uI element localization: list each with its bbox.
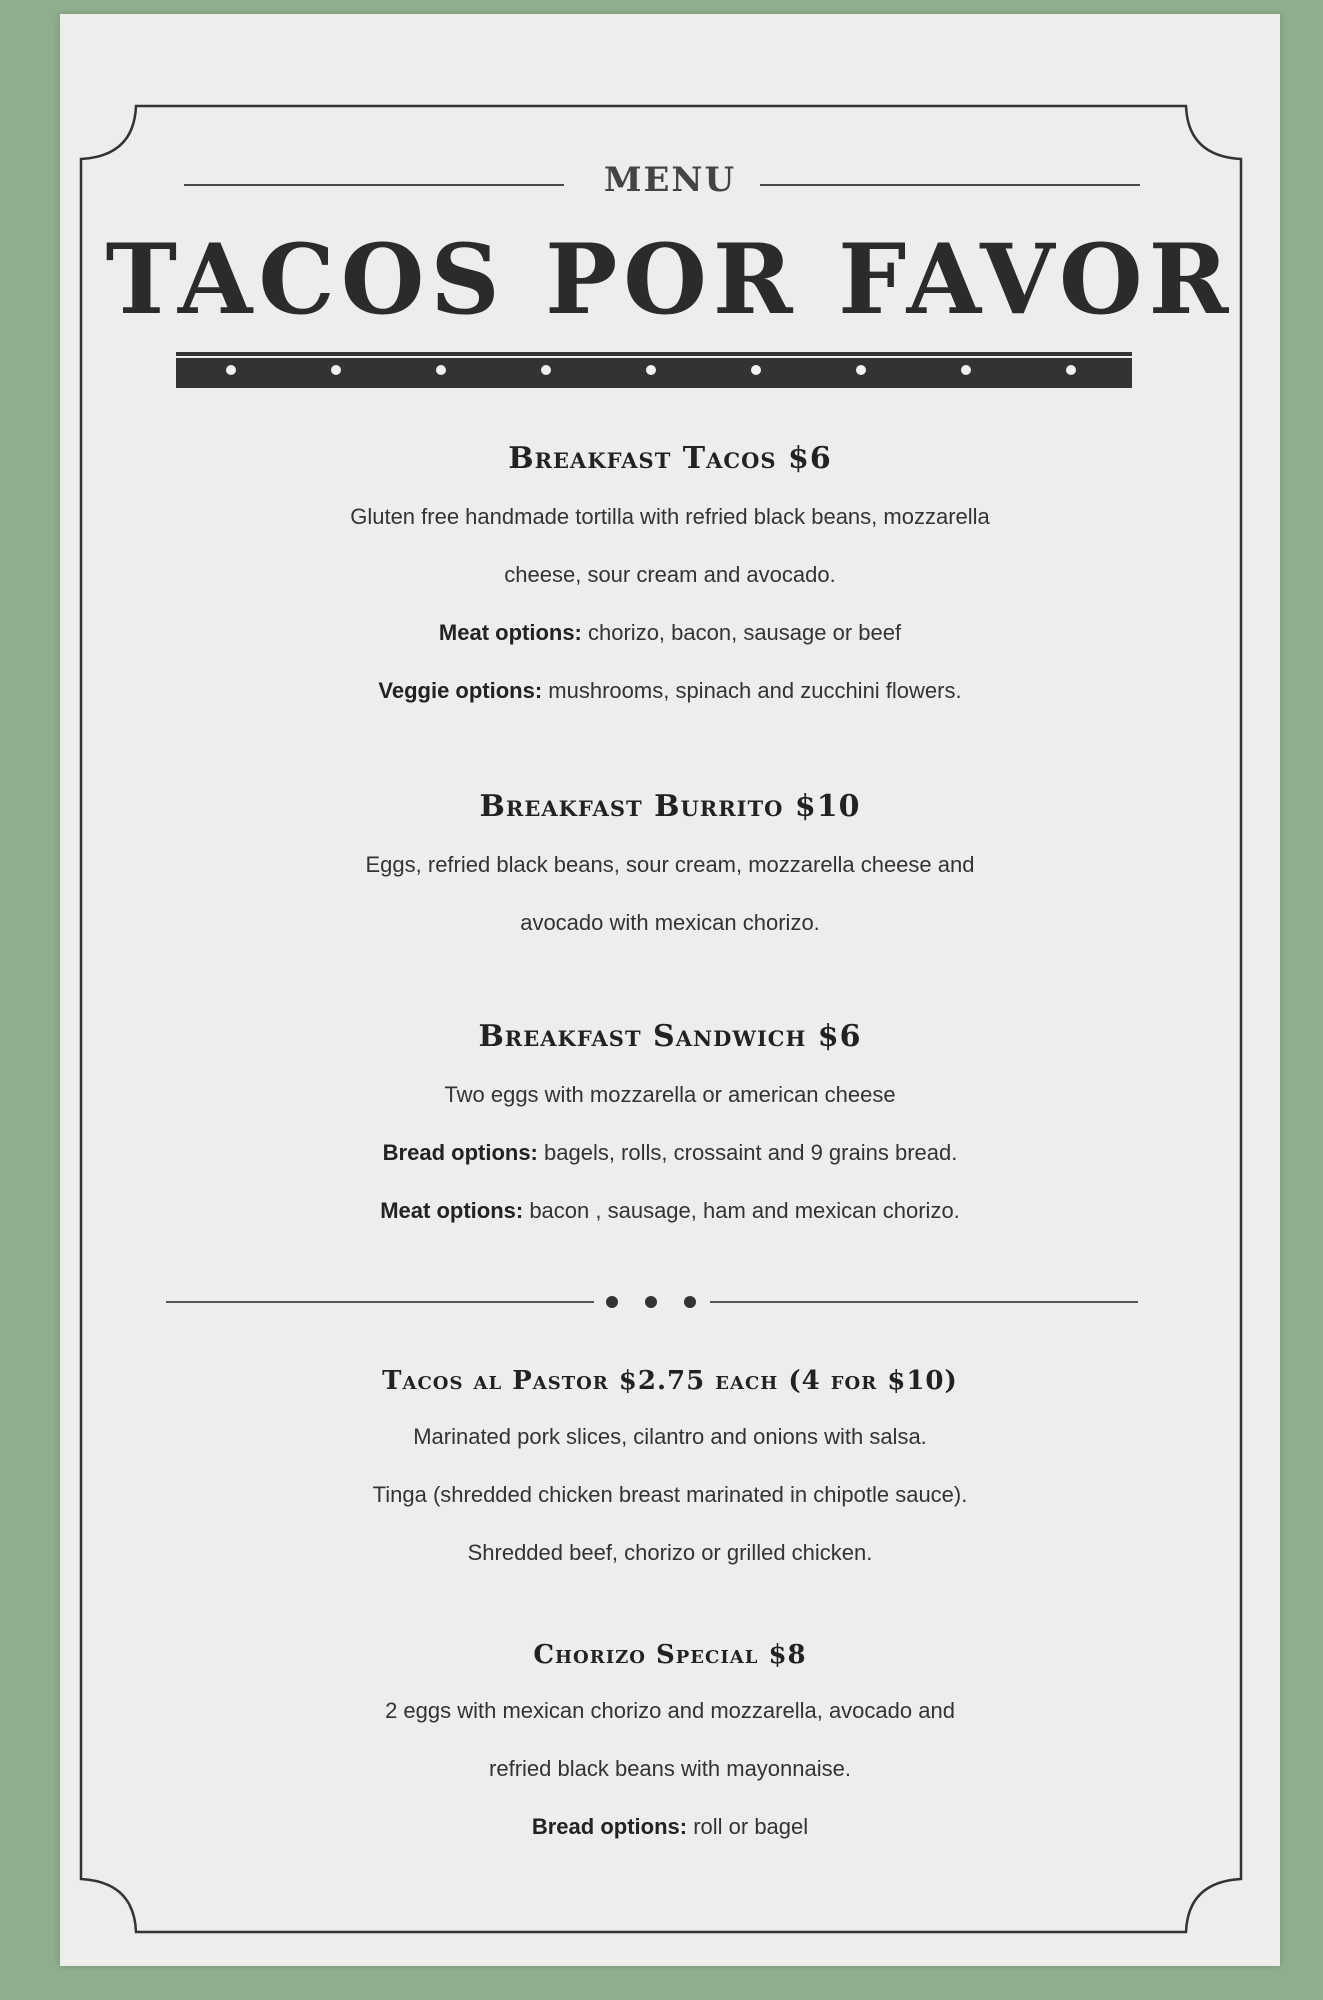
menu-item-title: Tacos al Pastor $2.75 each (4 for $10) bbox=[382, 1366, 958, 1396]
divider-dot bbox=[606, 1296, 618, 1308]
menu-item-line: cheese, sour cream and avocado. bbox=[504, 562, 836, 587]
menu-item-title: Chorizo Special $8 bbox=[533, 1640, 807, 1670]
menu-item-line: Bread options: roll or bagel bbox=[531, 1814, 809, 1839]
menu-item-title: Breakfast Tacos $6 bbox=[508, 441, 832, 476]
menu-item-title: Breakfast Burrito $10 bbox=[479, 789, 861, 824]
menu-item-line: 2 eggs with mexican chorizo and mozzarella, avocado and bbox=[385, 1698, 955, 1723]
title-underline-bar bbox=[176, 352, 1132, 388]
menu-item-breakfast-sandwich bbox=[60, 1019, 1280, 1240]
divider-rule-right bbox=[710, 1301, 1138, 1303]
menu-item-chorizo-special bbox=[60, 1642, 1280, 1856]
menu-item-breakfast-burrito bbox=[60, 789, 1280, 952]
divider-rule-left bbox=[166, 1301, 594, 1303]
restaurant-title: TACOS POR FAVOR bbox=[105, 223, 1235, 336]
menu-item-line: refried black beans with mayonnaise. bbox=[489, 1756, 851, 1781]
menu-item-breakfast-tacos bbox=[60, 441, 1280, 720]
menu-item-line: Two eggs with mozzarella or american cheese bbox=[444, 1082, 896, 1107]
menu-item-line: Veggie options: mushrooms, spinach and zucchini flowers. bbox=[378, 678, 962, 703]
menu-item-line: Meat options: bacon , sausage, ham and mexican chorizo. bbox=[380, 1198, 960, 1223]
menu-item-line: Shredded beef, chorizo or grilled chicken. bbox=[467, 1540, 873, 1565]
menu-item-title: Breakfast Sandwich $6 bbox=[478, 1019, 862, 1054]
menu-item-line: Marinated pork slices, cilantro and onions with salsa. bbox=[413, 1424, 927, 1449]
menu-item-line: Tinga (shredded chicken breast marinated in chipotle sauce). bbox=[372, 1482, 968, 1507]
divider-dot bbox=[684, 1296, 696, 1308]
menu-item-line: Gluten free handmade tortilla with refried black beans, mozzarella bbox=[350, 504, 990, 529]
menu-paper bbox=[60, 14, 1280, 1966]
menu-item-line: avocado with mexican chorizo. bbox=[520, 910, 820, 935]
menu-item-line: Bread options: bagels, rolls, crossaint and 9 grains bread. bbox=[382, 1140, 958, 1165]
menu-item-line: Meat options: chorizo, bacon, sausage or beef bbox=[438, 620, 902, 645]
menu-label: MENU bbox=[603, 160, 737, 200]
menu-item-tacos-al-pastor bbox=[60, 1368, 1280, 1582]
divider-dot bbox=[645, 1296, 657, 1308]
menu-item-line: Eggs, refried black beans, sour cream, mozzarella cheese and bbox=[365, 852, 975, 877]
